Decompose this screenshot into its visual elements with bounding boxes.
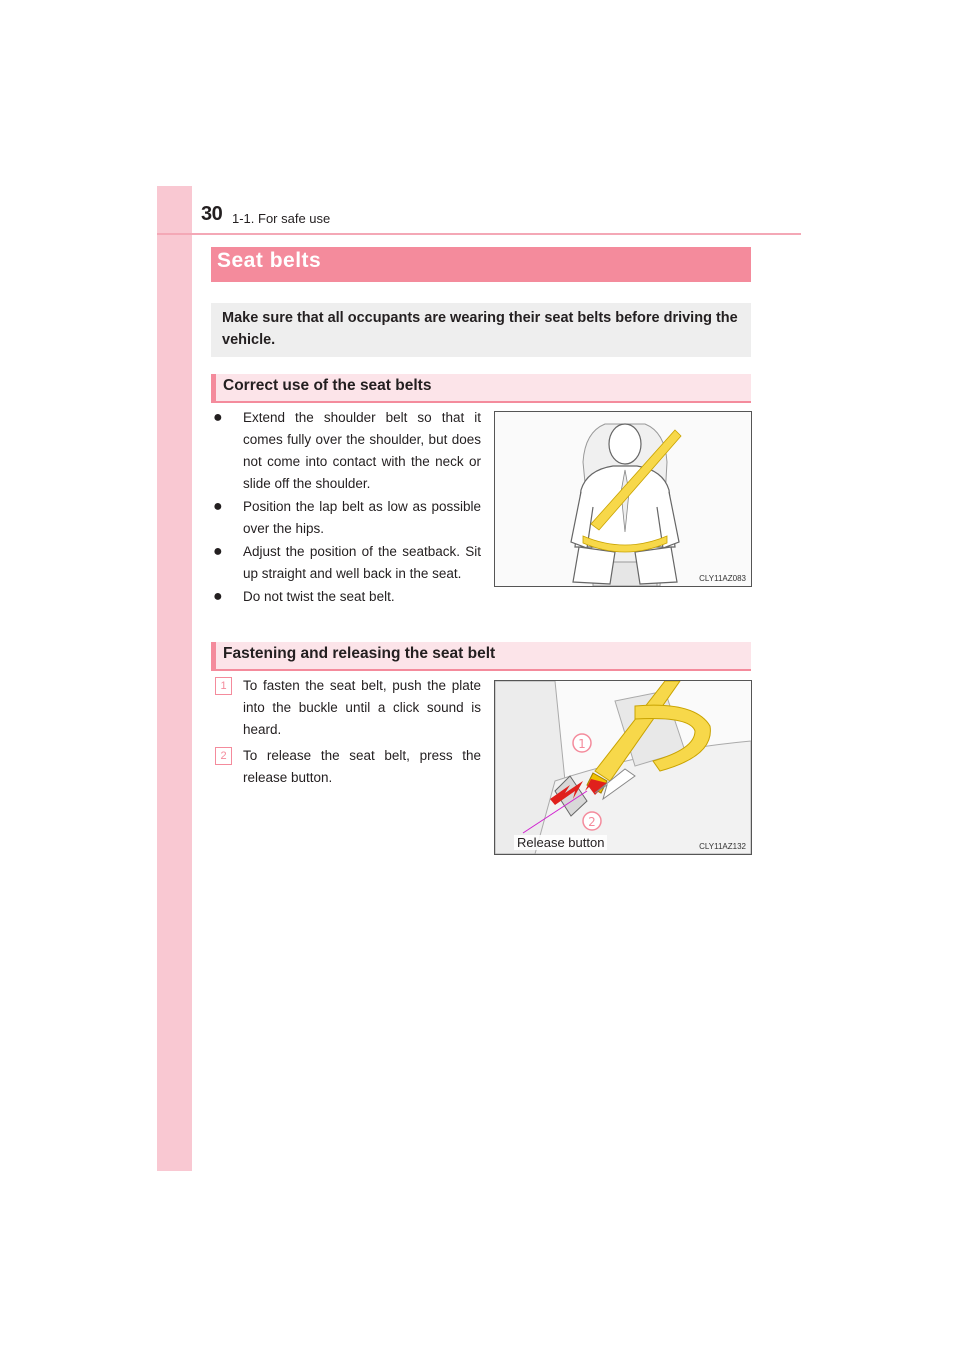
bullet-icon: ● <box>213 543 223 560</box>
list-item: ● Do not twist the seat belt. <box>213 586 481 608</box>
page-title: Seat belts <box>217 249 322 272</box>
title-bar <box>211 247 751 282</box>
fastening-heading-bar <box>211 642 751 671</box>
correct-use-list <box>213 407 481 609</box>
bullet-icon: ● <box>213 588 223 605</box>
list-item: 2 To release the seat belt, press the release button. <box>213 745 481 789</box>
header-rule <box>157 233 801 235</box>
buckle-figure <box>494 680 752 855</box>
occupant-illustration <box>495 412 751 586</box>
buckle-illustration <box>495 681 751 854</box>
list-item: ● Position the lap belt as low as possible over the hips. <box>213 498 481 536</box>
list-item: 1 To fasten the seat belt, push the plate into the buckle until a click sound is heard. <box>213 675 481 741</box>
page-number: 30 <box>201 203 223 225</box>
side-tab-strip <box>157 186 192 1171</box>
svg-text:1: 1 <box>578 737 586 751</box>
intro-text: Make sure that all occupants are wearing their seat belts before driving the vehicle. <box>222 310 738 348</box>
figure-code: CLY11AZ083 <box>699 574 746 583</box>
step-number-badge: 1 <box>215 677 232 695</box>
seated-occupant-figure <box>494 411 752 587</box>
list-item: ● Extend the shoulder belt so that it comes fully over the shoulder, but does not come into contact with the neck or slide off the shoulder. <box>213 409 481 491</box>
bullet-icon: ● <box>213 409 223 426</box>
intro-box <box>211 303 751 357</box>
correct-use-heading-bar <box>211 374 751 403</box>
list-item: ● Adjust the position of the seatback. Sit up straight and well back in the seat. <box>213 543 481 581</box>
step-number-badge: 2 <box>215 747 232 765</box>
fastening-heading: Fastening and releasing the seat belt <box>223 645 496 662</box>
release-button-label: Release button <box>514 835 607 850</box>
fastening-steps <box>213 675 481 793</box>
svg-text:2: 2 <box>588 815 596 829</box>
bullet-icon: ● <box>213 498 223 515</box>
figure-code: CLY11AZ132 <box>699 842 746 851</box>
correct-use-heading: Correct use of the seat belts <box>223 377 432 394</box>
section-label: 1-1. For safe use <box>232 211 331 226</box>
